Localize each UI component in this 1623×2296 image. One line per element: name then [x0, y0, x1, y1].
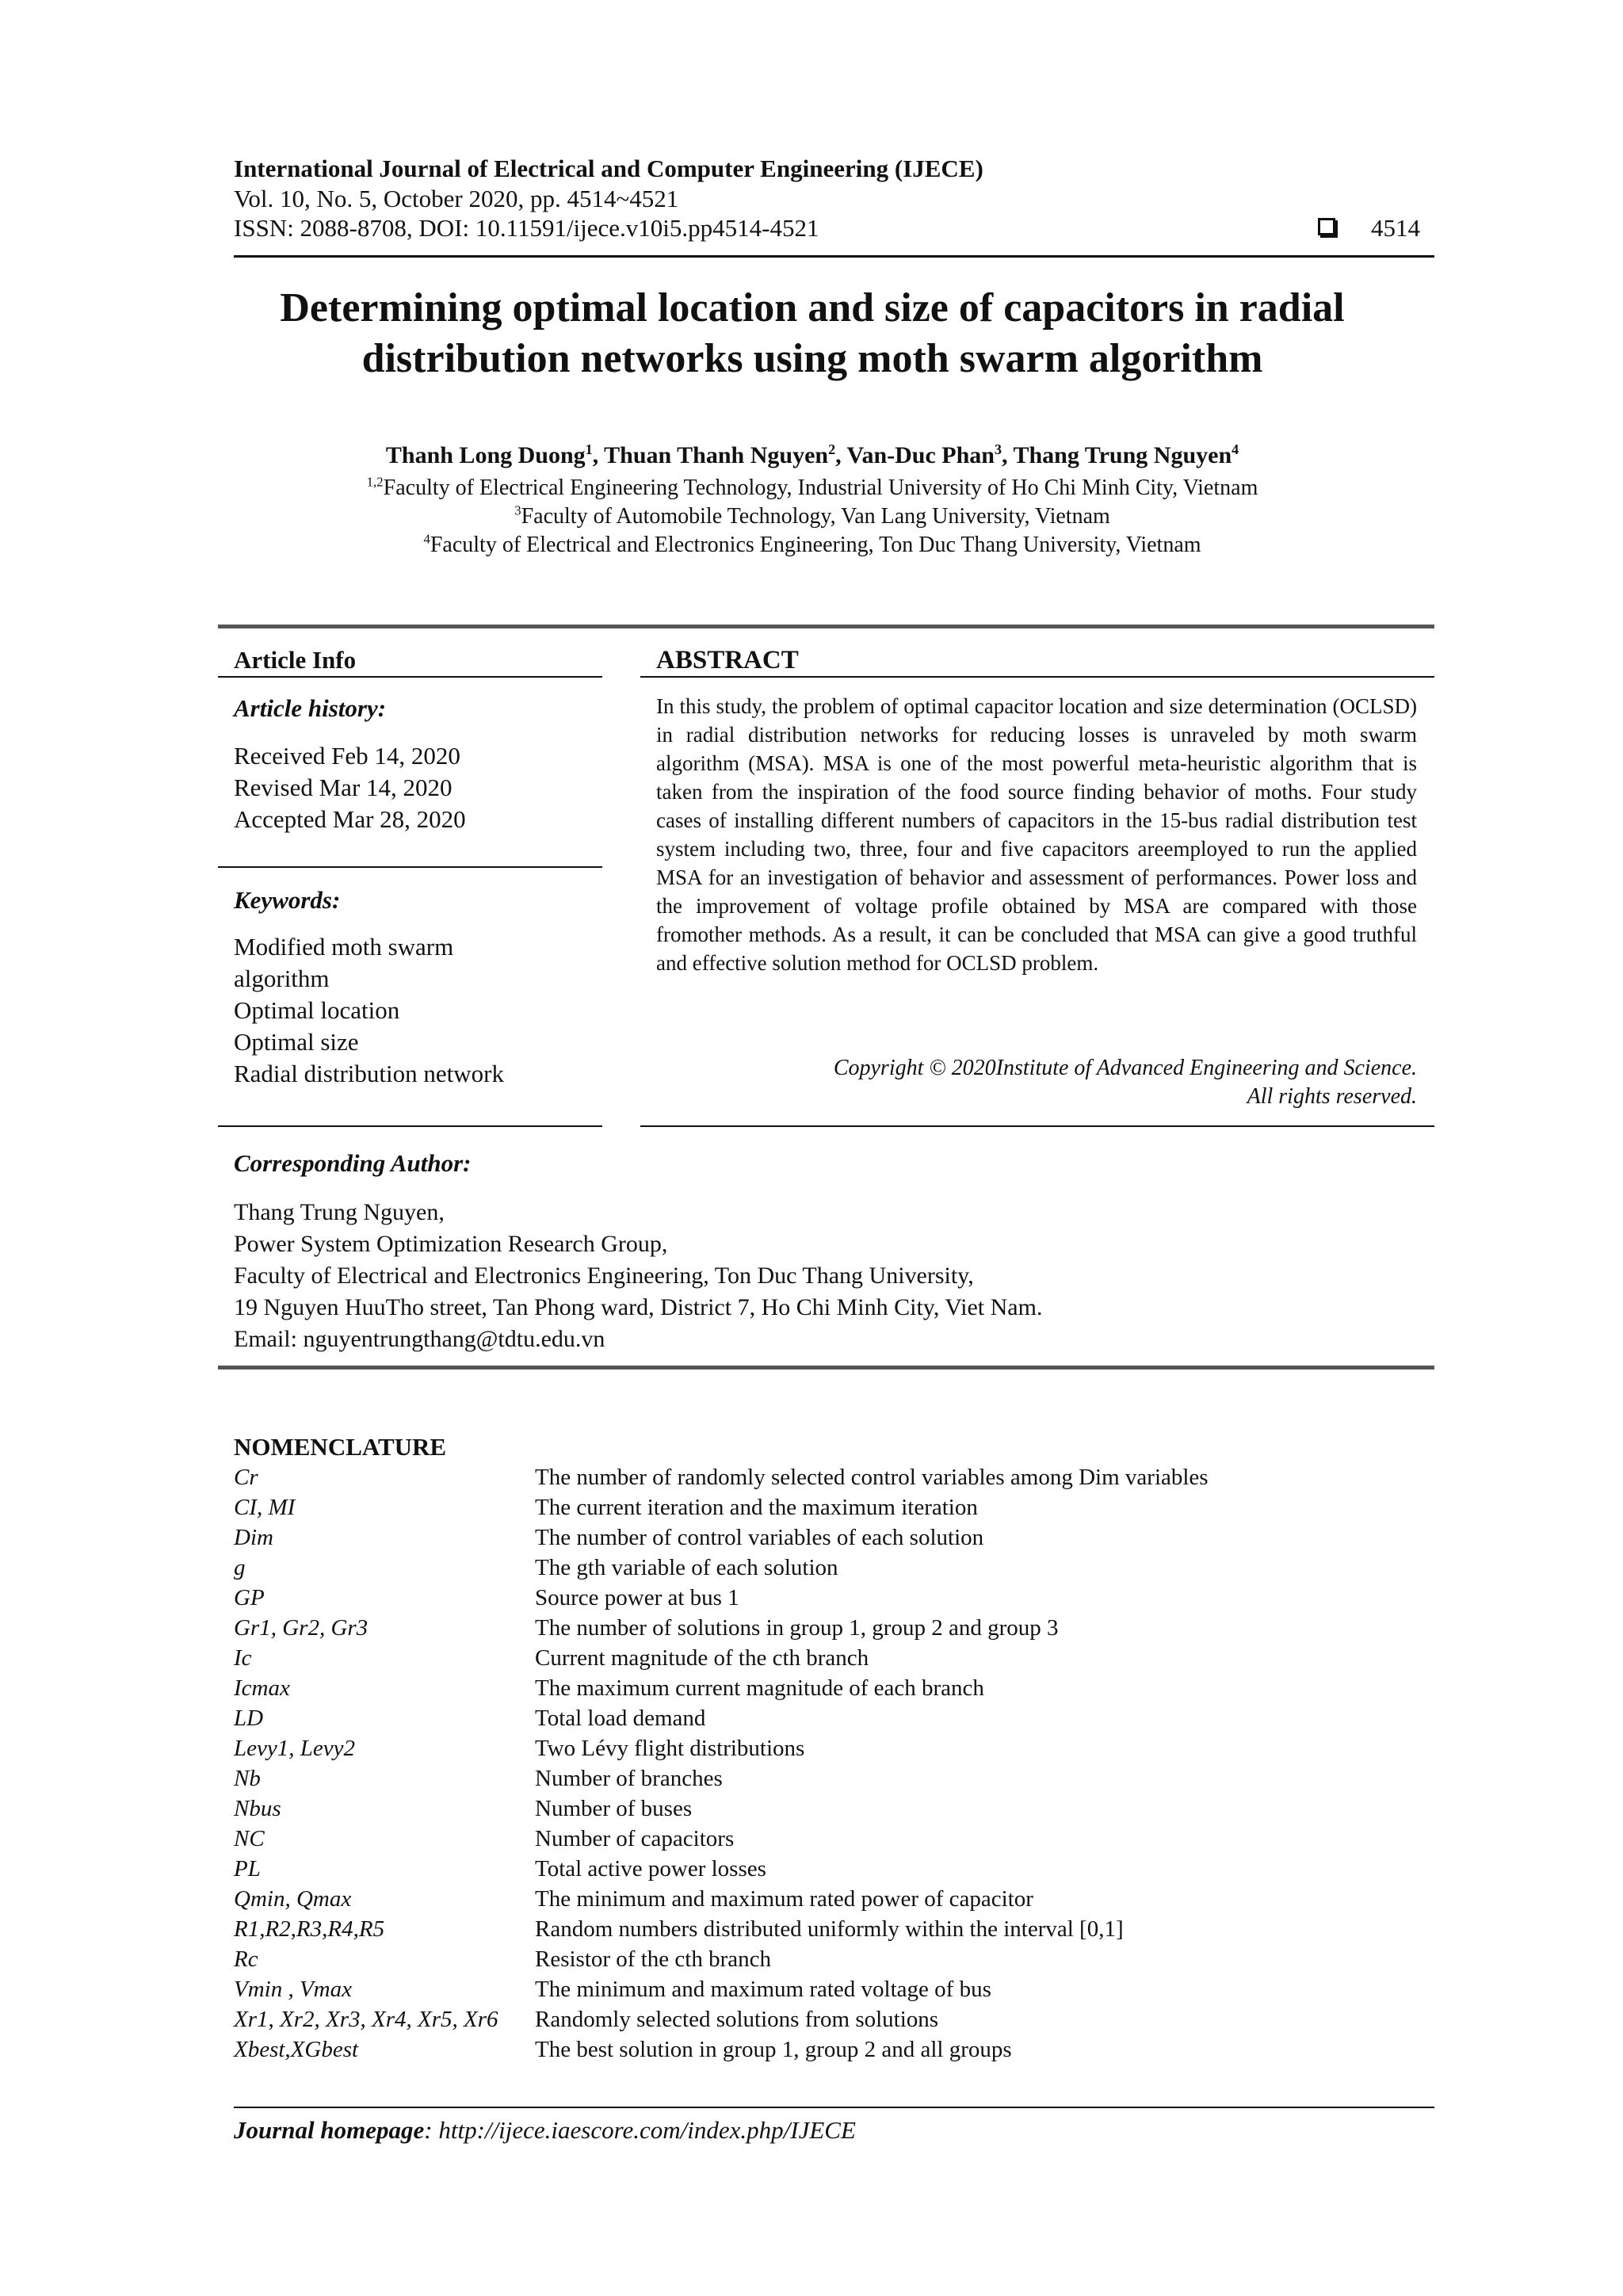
issn-doi: ISSN: 2088-8708, DOI: 10.11591/ijece.v10i5.pp4514-4521: [234, 214, 819, 242]
author: Thuan Thanh Nguyen: [604, 442, 829, 468]
info-rule: [218, 676, 602, 678]
affiliation: $^3$Faculty of Automobile Technology, Van Lang University, Vietnam: [514, 502, 1110, 529]
info-bottom-rule: [218, 1366, 1434, 1370]
nomenclature-heading: NOMENCLATURE: [234, 1433, 447, 1461]
info-top-rule: [218, 625, 1434, 628]
abstract-bottom-rule: [640, 1125, 1434, 1127]
copyright: Copyright © 2020Institute of Advanced Engineering and Science. All rights reserved.: [833, 1056, 1417, 1109]
keywords-list: Modified moth swarm algorithm Optimal location Optimal size Radial distribution network: [234, 933, 504, 1087]
corresponding-author-details: Thang Trung Nguyen, Power System Optimization Research Group, Faculty of Electrical and Electronics Engineering, Ton Duc Thang University, 19 Nguyen HuuTho street, Tan Phong ward, District 7, Ho Chi Minh City, Viet Nam. Email: nguyentrungthang@tdtu.edu.vn: [234, 1197, 1042, 1355]
article-history-label: Article history:: [234, 694, 387, 722]
affiliation: $^{1,2}$Faculty of Electrical Engineering Technology, Industrial University of Ho Chi Minh City, Vietnam: [366, 474, 1258, 500]
email-link[interactable]: Email: nguyentrungthang@tdtu.edu.vn: [234, 1326, 605, 1352]
journal-name: International Journal of Electrical and Computer Engineering (IJECE): [234, 155, 983, 182]
author: Thanh Long Duong: [385, 442, 586, 468]
abstract-rule: [640, 676, 1434, 678]
square-icon: [1318, 218, 1335, 235]
page-number: 4514: [1371, 214, 1420, 242]
history-rule: [218, 866, 602, 868]
volume-info: Vol. 10, No. 5, October 2020, pp. 4514~4521: [234, 185, 679, 212]
author: Thang Trung Nguyen: [1013, 442, 1232, 468]
abstract-text: In this study, the problem of optimal capacitor location and size determination (OCLSD) in radial distribution networks for reducing losses is unraveled by moth swarm algorithm (MSA). MSA is one of the most powerful meta-heuristic algorithm that is taken from the inspiration of the food source finding behavior of moths. Four study cases of installing different numbers of capacitors in the 15-bus radial distribution test system including two, three, four and five capacitors areemployed to run the applied MSA for an investigation of behavior and assessment of performances. Power loss and the improvement of voltage profile obtained by MSA are compared with those fromother methods. As a result, it can be concluded that MSA can give a good truthful and effective solution method for OCLSD problem.: [656, 694, 1417, 975]
corresponding-author-label: Corresponding Author:: [234, 1149, 472, 1177]
homepage-link[interactable]: : http://ijece.iaescore.com/index.php/IJECE: [424, 2116, 856, 2144]
journal-homepage: Journal homepage: http://ijece.iaescore.com/index.php/IJECE: [234, 2116, 856, 2144]
author-list: Thanh Long Duong$^1$, Thuan Thanh Nguyen$^2$, Van-Duc Phan$^3$, Thang Trung Nguyen$^4$: [385, 441, 1239, 468]
abstract-heading: ABSTRACT: [656, 646, 799, 674]
author: Van-Duc Phan: [846, 442, 995, 468]
article-info-heading: Article Info: [234, 646, 357, 674]
affiliation: $^4$Faculty of Electrical and Electronics Engineering, Ton Duc Thang University, Vietnam: [423, 531, 1201, 557]
header-rule: [234, 255, 1434, 258]
footer-rule: [234, 2107, 1434, 2108]
keywords-rule: [218, 1125, 602, 1127]
article-history: Received Feb 14, 2020 Revised Mar 14, 2020 Accepted Mar 28, 2020: [234, 742, 466, 833]
paper-title: Determining optimal location and size of capacitors in radial distribution networks using moth swarm algorithm: [280, 285, 1345, 381]
keywords-label: Keywords:: [234, 886, 341, 914]
